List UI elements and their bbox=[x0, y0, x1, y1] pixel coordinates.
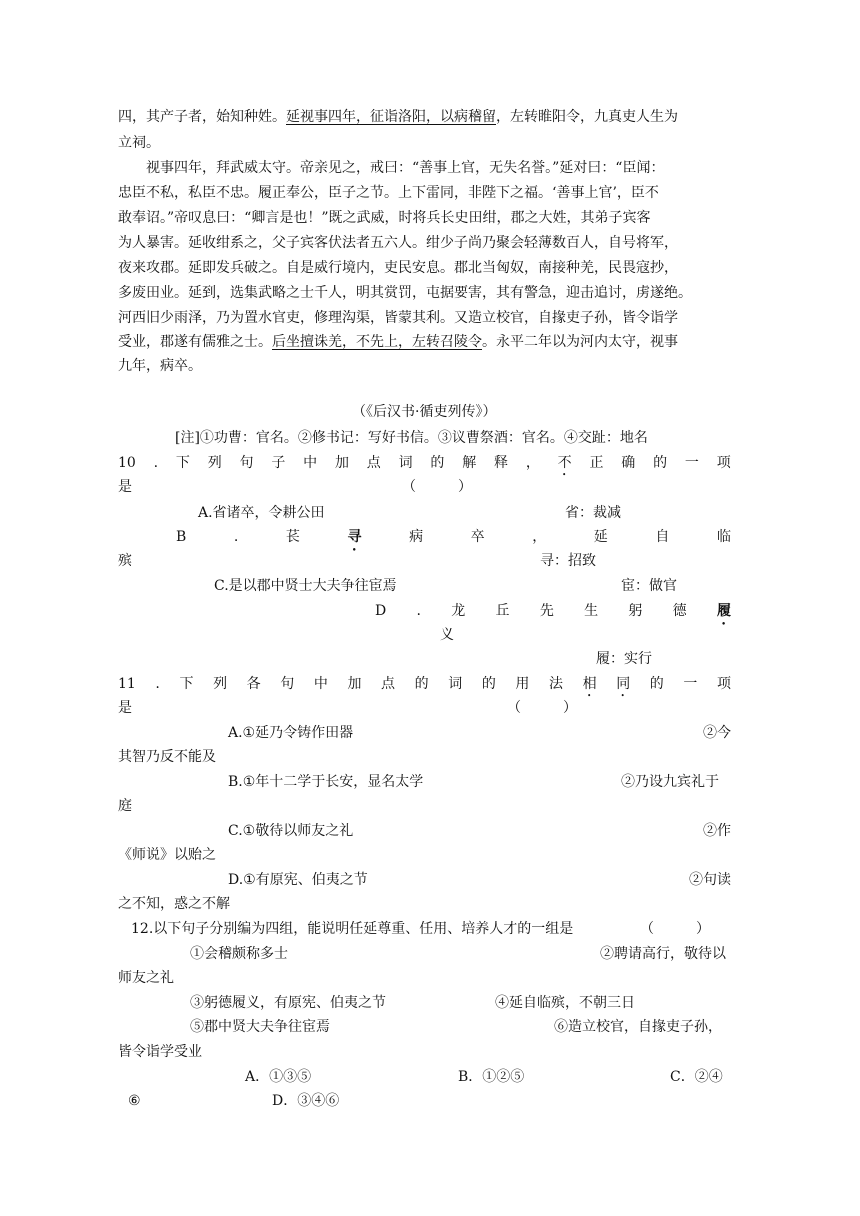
stem-char: 列 bbox=[213, 676, 228, 692]
stem-char: 一 bbox=[684, 455, 699, 471]
stem-char: 词 bbox=[398, 455, 413, 471]
stem-char: 的 bbox=[481, 676, 496, 692]
q12-item-6: ⑥造立校官，自掾吏子孙， bbox=[554, 1019, 722, 1035]
passage-text: ，左转睢阳令，九真吏人生为 bbox=[496, 109, 678, 125]
q10-option-c-answer: 宦：做官 bbox=[621, 578, 677, 594]
q12-item-6-cont: 皆令诣学受业 bbox=[118, 1044, 202, 1060]
option-char: 丘 bbox=[495, 603, 510, 619]
answer-paren: （ ） bbox=[402, 479, 472, 495]
option-char: ， bbox=[532, 529, 547, 545]
q-number: 10 bbox=[118, 455, 136, 471]
passage-line-10 bbox=[118, 331, 731, 353]
stem-char: 下 bbox=[179, 676, 194, 692]
q10-stem-end: 是 bbox=[118, 479, 132, 495]
q11-option-c: C.①敬待以师友之礼 bbox=[228, 823, 354, 839]
q12-stem: 12.以下句子分别编为四组，能说明任延尊重、任用、培养人才的一组是 bbox=[131, 921, 574, 937]
stem-char: 子 bbox=[271, 455, 286, 471]
option-char: . bbox=[233, 529, 239, 545]
option-char: 延 bbox=[593, 529, 608, 545]
q11-option-b-cont: 庭 bbox=[118, 798, 132, 814]
passage-text: 受业，郡遂有儒雅之士。 bbox=[118, 334, 272, 350]
q10-stem bbox=[118, 452, 731, 474]
stem-char: 句 bbox=[280, 676, 295, 692]
passage-line-1 bbox=[118, 106, 731, 128]
q12-item-2: ②聘请高行，敬待以 bbox=[600, 946, 726, 962]
q11-option-a: A.①延乃令铸作田器 bbox=[228, 725, 354, 741]
q11-option-b: B.①年十二学于长安，显名太学 bbox=[228, 774, 424, 790]
emphasis-char: 寻 bbox=[347, 529, 362, 545]
q11-option-a-cont: 其智乃反不能及 bbox=[118, 749, 216, 765]
stem-char: 加 bbox=[347, 676, 362, 692]
stem-char: 一 bbox=[683, 676, 698, 692]
option-char: 先 bbox=[539, 603, 554, 619]
q12-option-c-cont: ⑥ bbox=[128, 1093, 141, 1109]
emphasis-char: 不 bbox=[557, 455, 572, 471]
option-char: 苌 bbox=[285, 529, 300, 545]
emphasis-char: 履 bbox=[716, 603, 731, 619]
q12-option-a: A．①③⑤ bbox=[245, 1069, 312, 1085]
stem-char: 的 bbox=[430, 455, 445, 471]
option-char: 龙 bbox=[451, 603, 466, 619]
q12-item-2-cont: 师友之礼 bbox=[118, 970, 174, 986]
option-char: 病 bbox=[409, 529, 424, 545]
option-char: 自 bbox=[655, 529, 670, 545]
passage-line-4: 忠臣不私，私臣不忠。履正奉公，臣子之节。上下雷同，非陛下之福。‘善事上官’，臣不 bbox=[118, 185, 659, 201]
stem-char: 点 bbox=[366, 455, 381, 471]
stem-char: 列 bbox=[207, 455, 222, 471]
q10-option-a-answer: 省：裁减 bbox=[565, 505, 621, 521]
q12-item-4: ④延自临殡，不朝三日 bbox=[495, 995, 635, 1011]
q12-option-b: B．①②⑤ bbox=[458, 1069, 525, 1085]
underlined-sentence: 后坐擅诛羌，不先上，左转召陵令 bbox=[272, 334, 482, 350]
stem-char: 加 bbox=[334, 455, 349, 471]
annotation-note: [注]①功曹：官名。②修书记：写好书信。③议曹祭酒：官名。④交趾：地名 bbox=[175, 430, 648, 446]
passage-line-9: 河西旧少雨泽，乃为置水官吏，修理沟渠，皆蒙其利。又造立校官，自掾吏子孙，皆令诣学 bbox=[118, 310, 678, 326]
q10-option-b-answer: 寻：招致 bbox=[540, 553, 596, 569]
stem-char: 法 bbox=[549, 676, 563, 692]
option-char: . bbox=[416, 603, 421, 619]
option-text: A.省诸卒，令耕公田 bbox=[198, 505, 325, 521]
q12-item-5: ⑤郡中贤大夫争往宦焉 bbox=[190, 1019, 330, 1035]
underlined-sentence: 延视事四年，征诣洛阳，以病稽留 bbox=[286, 109, 496, 125]
option-char: 德 bbox=[672, 603, 687, 619]
q11-option-b-2: ②乃设九宾礼于 bbox=[621, 774, 719, 790]
answer-paren: （ ） bbox=[507, 700, 577, 716]
option-char: 生 bbox=[584, 603, 599, 619]
passage-line-2: 立祠。 bbox=[118, 135, 160, 151]
stem-char: ， bbox=[525, 455, 540, 471]
emphasis-char: 相 bbox=[582, 676, 597, 692]
stem-char: 确 bbox=[621, 455, 636, 471]
option-char: B bbox=[176, 529, 187, 545]
stem-char: 中 bbox=[313, 676, 328, 692]
passage-line-5: 敢奉诏。”帝叹息曰：“卿言是也！”既之武威，时将兵长史田绀，郡之大姓，其弟子宾客 bbox=[118, 210, 651, 226]
q10-option-b bbox=[176, 526, 731, 548]
passage-line-3: 视事四年，拜武威太守。帝亲见之，戒曰：“善事上官，无失名誉。”延对曰：“臣闻： bbox=[146, 160, 665, 176]
q10-option-c: C.是以郡中贤士大夫争往宦焉 bbox=[214, 578, 397, 594]
q10-option-a bbox=[198, 502, 325, 524]
passage-text: 。永平二年以为河内太守，视事 bbox=[482, 334, 678, 350]
stem-char: . bbox=[153, 455, 159, 471]
passage-text: 四，其产子者，始知种姓。 bbox=[118, 109, 286, 125]
q11-option-c-2: ②作 bbox=[703, 823, 731, 839]
stem-char: 下 bbox=[175, 455, 190, 471]
stem-char: 用 bbox=[515, 676, 530, 692]
q10-option-d-answer: 履：实行 bbox=[596, 651, 652, 667]
stem-char: 的 bbox=[653, 455, 668, 471]
q11-stem-end: 是 bbox=[118, 700, 132, 716]
stem-char: 项 bbox=[716, 455, 731, 471]
option-char: D bbox=[375, 603, 387, 619]
passage-line-11: 九年，病卒。 bbox=[118, 358, 202, 374]
answer-paren: （ ） bbox=[640, 921, 710, 937]
q12-item-3: ③躬德履义，有原宪、伯夷之节 bbox=[190, 995, 386, 1011]
stem-char: 正 bbox=[589, 455, 604, 471]
stem-char: . bbox=[155, 676, 160, 692]
stem-char: 释 bbox=[494, 455, 509, 471]
stem-char: 的 bbox=[414, 676, 429, 692]
q10-option-b-end: 殡 bbox=[118, 553, 132, 569]
passage-line-7: 夜来攻郡。延即发兵破之。自是威行境内，吏民安息。郡北当匈奴，南接种羌，民畏寇抄， bbox=[118, 260, 678, 276]
q-number: 11 bbox=[118, 676, 136, 692]
stem-char: 解 bbox=[462, 455, 477, 471]
q10-option-d bbox=[375, 600, 731, 622]
option-char: 躬 bbox=[628, 603, 643, 619]
q11-stem bbox=[118, 673, 731, 695]
q10-option-d-end: 义 bbox=[440, 627, 454, 643]
stem-char: 词 bbox=[448, 676, 463, 692]
stem-char: 中 bbox=[303, 455, 318, 471]
q11-option-c-cont: 《师说》以贻之 bbox=[118, 847, 216, 863]
stem-char: 点 bbox=[381, 676, 396, 692]
q11-option-d-cont: 之不知，惑之不解 bbox=[118, 896, 230, 912]
q11-option-d-2: ②句读 bbox=[689, 872, 731, 888]
stem-char: 句 bbox=[239, 455, 254, 471]
emphasis-char: 同 bbox=[616, 676, 631, 692]
stem-char: 的 bbox=[649, 676, 664, 692]
passage-line-8: 多废田业。延到，选集武略之士千人，明其赏罚，屯据要害，其有警急，迎击追讨，虏遂绝。 bbox=[118, 285, 692, 301]
q11-option-a-2: ②今 bbox=[703, 725, 731, 741]
q12-option-c: C．②④ bbox=[670, 1069, 723, 1085]
passage-line-6: 为人暴害。延收绀系之，父子宾客伏法者五六人。绀少子尚乃聚会轻薄数百人，自号将军， bbox=[118, 235, 678, 251]
q12-option-d: D．③④⑥ bbox=[272, 1093, 340, 1109]
stem-char: 项 bbox=[716, 676, 731, 692]
option-char: 临 bbox=[716, 529, 731, 545]
option-char: 卒 bbox=[470, 529, 485, 545]
stem-char: 各 bbox=[246, 676, 261, 692]
q12-item-1: ①会稽颇称多士 bbox=[190, 946, 288, 962]
source-citation: （《后汉书·循吏列传》） bbox=[352, 404, 497, 420]
q11-option-d: D.①有原宪、伯夷之节 bbox=[228, 872, 368, 888]
